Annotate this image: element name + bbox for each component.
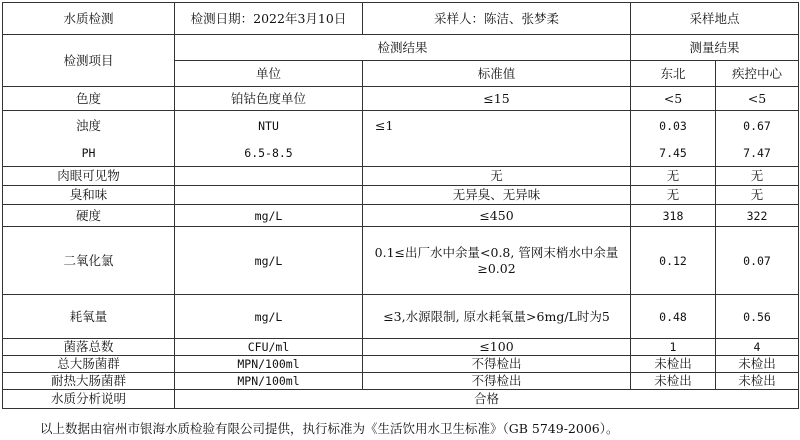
water-quality-table [2, 2, 799, 409]
row-unit: NTU [175, 111, 363, 141]
analysis-value: 合格 [175, 390, 799, 409]
row-value-site1: 未检出 [631, 356, 716, 373]
results-header: 检测结果 [175, 35, 631, 61]
row-value-site1: 0.03 [631, 111, 716, 141]
row-unit: CFU/ml [175, 339, 363, 356]
row-value-site2: 322 [716, 205, 799, 227]
row-value-site1: 1 [631, 339, 716, 356]
row-standard: 不得检出 [363, 356, 631, 373]
row-value-site2: 4 [716, 339, 799, 356]
row-standard: 无异臭、无异味 [363, 186, 631, 205]
row-unit: mg/L [175, 295, 363, 339]
title-cell: 水质检测 [3, 3, 175, 35]
row-unit: mg/L [175, 205, 363, 227]
table-row [3, 87, 799, 111]
table-row [3, 295, 799, 339]
sampler-cell: 采样人：陈洁、张梦柔 [363, 3, 631, 35]
row-name: 浊度 [3, 111, 175, 141]
row-value-site2: 无 [716, 167, 799, 186]
location-cell: 采样地点 [631, 3, 799, 35]
row-standard: ≤450 [363, 205, 631, 227]
row-unit [175, 186, 363, 205]
row-value-site2: 7.47 [716, 141, 799, 167]
row-name: 耐热大肠菌群 [3, 373, 175, 390]
table-row [3, 356, 799, 373]
row-standard: ≤15 [363, 87, 631, 111]
table-row [3, 373, 799, 390]
table-row [3, 141, 799, 167]
row-value-site2: 0.67 [716, 111, 799, 141]
item-header: 检测项目 [3, 35, 175, 87]
site1-header: 东北 [631, 61, 716, 87]
table-row [3, 167, 799, 186]
row-unit [175, 167, 363, 186]
row-value-site1: 未检出 [631, 373, 716, 390]
row-name: 臭和味 [3, 186, 175, 205]
measured-header: 测量结果 [631, 35, 799, 61]
row-name: 硬度 [3, 205, 175, 227]
row-standard [363, 141, 631, 167]
row-name: 总大肠菌群 [3, 356, 175, 373]
row-unit: 铂钴色度单位 [175, 87, 363, 111]
row-name: 二氧化氯 [3, 227, 175, 295]
row-standard: ≤100 [363, 339, 631, 356]
row-standard: 不得检出 [363, 373, 631, 390]
row-value-site1: <5 [631, 87, 716, 111]
row-value-site2: 0.56 [716, 295, 799, 339]
analysis-label: 水质分析说明 [3, 390, 175, 409]
row-standard: 无 [363, 167, 631, 186]
table-row [3, 186, 799, 205]
row-standard: ≤3,水源限制, 原水耗氧量>6mg/L时为5 [363, 295, 631, 339]
site2-header: 疾控中心 [716, 61, 799, 87]
row-value-site2: 未检出 [716, 373, 799, 390]
row-value-site1: 0.12 [631, 227, 716, 295]
row-value-site2: 未检出 [716, 356, 799, 373]
row-value-site1: 0.48 [631, 295, 716, 339]
row-value-site2: <5 [716, 87, 799, 111]
row-unit: mg/L [175, 227, 363, 295]
table-row [3, 227, 799, 295]
source-note: 以上数据由宿州市银海水质检验有限公司提供，执行标准为《生活饮用水卫生标准》（GB 5749-2006）。 [40, 421, 619, 436]
row-name: 耗氧量 [3, 295, 175, 339]
column-group-row [3, 35, 799, 61]
row-name: 肉眼可见物 [3, 167, 175, 186]
row-standard: 0.1≤出厂水中余量<0.8, 管网末梢水中余量≥0.02 [363, 227, 631, 295]
table-row [3, 339, 799, 356]
table-row [3, 205, 799, 227]
row-value-site1: 318 [631, 205, 716, 227]
row-unit: MPN/100ml [175, 373, 363, 390]
row-value-site2: 0.07 [716, 227, 799, 295]
row-standard: ≤1 [363, 111, 631, 141]
row-value-site1: 无 [631, 167, 716, 186]
header-row [3, 3, 799, 35]
unit-header: 单位 [175, 61, 363, 87]
row-unit: 6.5-8.5 [175, 141, 363, 167]
table-row [3, 111, 799, 141]
row-unit: MPN/100ml [175, 356, 363, 373]
analysis-row [3, 390, 799, 409]
row-value-site2: 无 [716, 186, 799, 205]
row-name: 菌落总数 [3, 339, 175, 356]
row-name: 色度 [3, 87, 175, 111]
date-cell: 检测日期：2022年3月10日 [175, 3, 363, 35]
row-value-site1: 7.45 [631, 141, 716, 167]
standard-header: 标准值 [363, 61, 631, 87]
row-name: PH [3, 141, 175, 167]
row-value-site1: 无 [631, 186, 716, 205]
